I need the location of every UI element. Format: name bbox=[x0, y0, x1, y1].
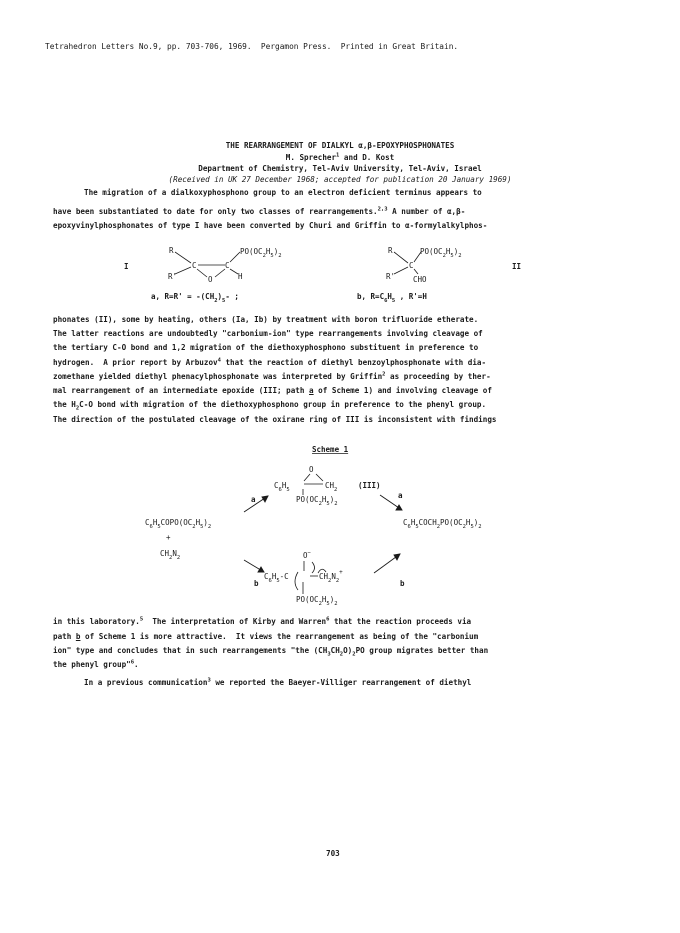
struct-I-H: H bbox=[238, 272, 243, 281]
reactant-benzoylphosphonate: $C_6H_5COPO(OC_2H_5)_2$ bbox=[145, 518, 212, 530]
path-b-left: b bbox=[254, 579, 259, 588]
label-I: I bbox=[124, 262, 129, 271]
label-II: II bbox=[512, 262, 522, 271]
struct-I-C2: C bbox=[225, 261, 230, 270]
scheme-1 bbox=[0, 432, 680, 617]
page-number: 703 bbox=[326, 849, 340, 858]
struct-II-C: C bbox=[409, 261, 414, 270]
para2-line1: phonates (II), some by heating, others (Ia, Ib) by treatment with boron trifluoride etherate. bbox=[53, 315, 479, 324]
authors: M. Sprecher$^1$ and D. Kost bbox=[285, 152, 395, 162]
affiliation: Department of Chemistry, Tel-Aviv University, Tel-Aviv, Israel bbox=[198, 164, 482, 173]
struct-II-CHO: CHO bbox=[413, 275, 427, 284]
path-a-right: a bbox=[398, 491, 403, 500]
para1-line3: epoxyvinylphosphonates of type I have been converted by Churi and Griffin to α-formylalkylphos- bbox=[53, 221, 488, 230]
path-a-left: a bbox=[251, 495, 256, 504]
para1-line1: The migration of a dialkoxyphosphono group to an electron deficient terminus appears to bbox=[84, 188, 482, 197]
betaine-O: O− bbox=[303, 550, 311, 560]
epoxide-PO: $PO(OC_2H_5)_2$ bbox=[296, 495, 338, 507]
para2-line2: The latter reactions are undoubtedly "carbonium-ion" type rearrangements involving cleavage of bbox=[53, 329, 483, 338]
para2-line3: the tertiary C-O bond and 1,2 migration of the diethoxyphosphono substituent in preference to bbox=[53, 343, 479, 352]
para3-line3: ion" type and concludes that in such rearrangements "the $(CH_3CH_2O)_2PO$ group migrates better than bbox=[53, 646, 489, 658]
betaine-CH2N2: $CH_2N_2^+$ bbox=[319, 569, 343, 584]
para1-line2: have been substantiated to date for only two classes of rearrangements.$^{2,3}$ A number of α,β- bbox=[53, 206, 466, 216]
para2-line6: mal rearrangement of an intermediate epoxide (III; path a of Scheme 1) and involving cleavage of bbox=[53, 386, 492, 395]
plus-sign: + bbox=[166, 533, 171, 542]
epoxide-CH2: $CH_2$ bbox=[325, 481, 338, 493]
struct-II-Rp: R' bbox=[386, 272, 396, 281]
caption-b: b, $R=C_6H_5$ , R'=H bbox=[357, 292, 427, 304]
caption-a: a, $R=R' = -(CH_2)_5-$ ; bbox=[151, 292, 239, 304]
betaine-C6H5: $C_6H_5-C$ bbox=[264, 572, 289, 584]
para3-line4: the phenyl group"$^6$. bbox=[53, 659, 139, 669]
path-b-right: b bbox=[400, 579, 405, 588]
struct-I-Rp: R' bbox=[168, 272, 178, 281]
para2-line7: the $H_2C-O$ bond with migration of the diethoxyphosphono group in preference to the phenyl group. bbox=[53, 400, 487, 412]
para2-line5: zomethane yielded diethyl phenacylphosphonate was interpreted by Griffin$^2$ as proceeding by ther- bbox=[53, 371, 491, 381]
betaine-PO: $PO(OC_2H_5)_2$ bbox=[296, 595, 338, 607]
struct-II-PO: $PO(OC_2H_5)_2$ bbox=[420, 247, 462, 259]
para2-line8: The direction of the postulated cleavage of the oxirane ring of III is inconsistent with findings bbox=[53, 415, 497, 424]
reactant-diazomethane: $CH_2N_2$ bbox=[160, 549, 181, 561]
struct-I-O: O bbox=[208, 275, 213, 284]
epoxide-C6H5: $C_6H_5$ bbox=[274, 481, 290, 493]
struct-I-PO: $PO(OC_2H_5)_2$ bbox=[240, 247, 282, 259]
product-phenacylphosphonate: $C_6H_5COCH_2PO(OC_2H_5)_2$ bbox=[403, 518, 482, 530]
structures-I-II bbox=[0, 240, 680, 310]
para4-line1: In a previous communication$^3$ we reported the Baeyer-Villiger rearrangement of diethyl bbox=[84, 677, 472, 687]
running-header: Tetrahedron Letters No.9, pp. 703-706, 1969. Pergamon Press. Printed in Great Britain. bbox=[45, 42, 459, 51]
received-line: (Received in UK 27 December 1968; accepted for publication 20 January 1969) bbox=[168, 175, 512, 184]
para2-line4: hydrogen. A prior report by Arbuzov$^4$ that the reaction of diethyl benzoylphosphonate with dia- bbox=[53, 357, 487, 367]
label-III: (III) bbox=[358, 481, 381, 490]
para3-line1: in this laboratory.$^5$ The interpretation of Kirby and Warren$^6$ that the reaction proceeds via bbox=[53, 616, 472, 626]
struct-II-R: R bbox=[388, 246, 393, 255]
scheme-title: Scheme 1 bbox=[312, 445, 349, 454]
struct-I-R: R bbox=[169, 246, 174, 255]
struct-I-C1: C bbox=[192, 261, 197, 270]
para3-line2: path b of Scheme 1 is more attractive. It views the rearrangement as being of the "carbonium bbox=[53, 632, 479, 641]
article-title: THE REARRANGEMENT OF DIALKYL α,β-EPOXYPHOSPHONATES bbox=[225, 141, 455, 150]
epoxide-O: O bbox=[309, 465, 314, 474]
